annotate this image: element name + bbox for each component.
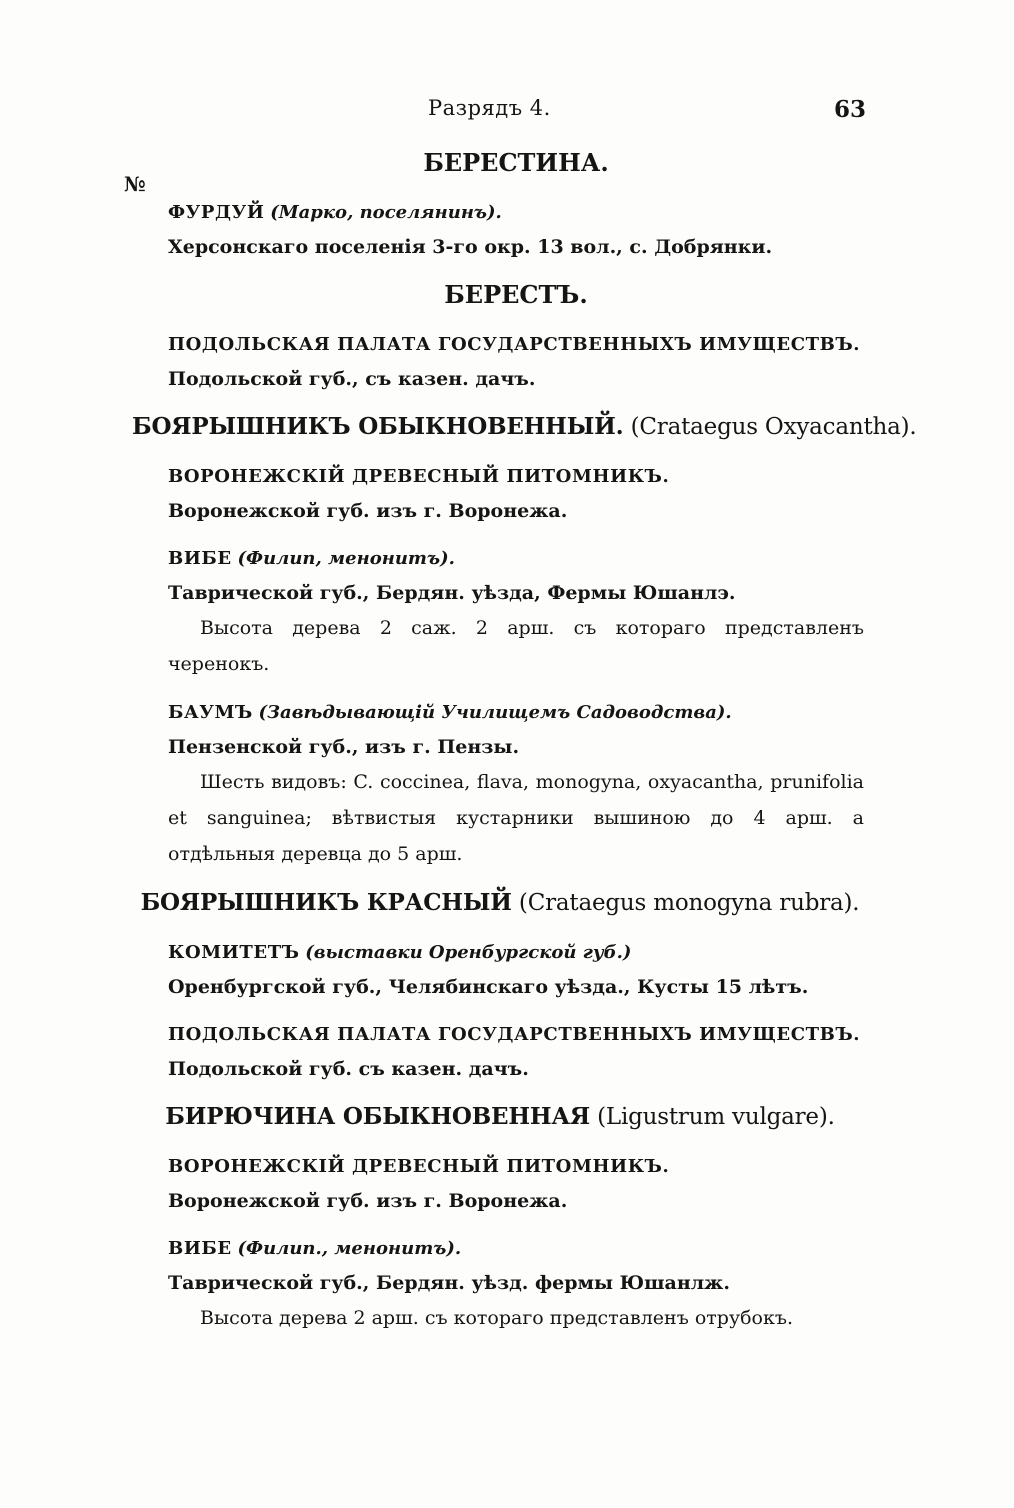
section-heading-latin: (Ligustrum vulgare).	[597, 1104, 835, 1130]
section-heading: БЕРЕСТЪ.	[444, 280, 588, 309]
exhibitor-name-line	[168, 196, 864, 230]
section-heading	[132, 886, 868, 920]
exhibitor-name: БАУМЪ	[168, 702, 253, 723]
exhibitor-entry	[168, 936, 864, 1004]
exhibitor-name-line	[168, 936, 864, 970]
exhibitor-name-line	[168, 1018, 864, 1052]
exhibitor-location: Пензенской губ., изъ г. Пензы.	[168, 736, 520, 758]
exhibitor-name-line	[168, 1232, 864, 1266]
exhibitor-location: Таврической губ., Бердян. уѣзда, Фермы Юшанлэ.	[168, 582, 736, 604]
exhibitor-name: ПОДОЛЬСКАЯ ПАЛАТА ГОСУДАРСТВЕННЫХЪ ИМУЩЕСТВЪ.	[168, 1024, 861, 1045]
exhibitor-location: Подольской губ., съ казен. дачъ.	[168, 368, 536, 390]
exhibitor-location: Оренбургской губ., Челябинскаго уѣзда., Кусты 15 лѣтъ.	[168, 976, 809, 998]
exhibitor-entry	[168, 1018, 864, 1086]
exhibitor-title: (Марко, поселянинъ).	[270, 202, 502, 223]
running-header-section: Разрядъ 4.	[428, 96, 551, 120]
exhibitor-name: ПОДОЛЬСКАЯ ПАЛАТА ГОСУДАРСТВЕННЫХЪ ИМУЩЕСТВЪ.	[168, 334, 861, 355]
exhibitor-location: Подольской губ. съ казен. дачъ.	[168, 1058, 529, 1080]
exhibitor-entry	[168, 542, 864, 682]
section-heading	[132, 1100, 868, 1134]
exhibitor-entry	[168, 196, 864, 264]
exhibitor-name-line	[168, 696, 864, 730]
section-heading	[132, 410, 917, 444]
exhibitor-name-line	[168, 328, 864, 362]
section-heading-title: БОЯРЫШНИКЪ КРАСНЫЙ	[140, 889, 512, 916]
exhibitor-location: Херсонскаго поселенія 3-го окр. 13 вол., с. Добрянки.	[168, 236, 773, 258]
exhibitor-name-line	[168, 1150, 864, 1184]
exhibitor-title: (выставки Оренбургской губ.)	[305, 942, 632, 963]
exhibitor-entry	[168, 1232, 864, 1336]
exhibit-note: Высота дерева 2 арш. съ котораго представленъ отрубокъ.	[200, 1307, 793, 1329]
page-number: 63	[834, 96, 867, 123]
exhibitor-name: ВИБЕ	[168, 548, 232, 569]
exhibitor-entry	[168, 696, 864, 872]
number-column-mark: №	[124, 172, 146, 196]
exhibitor-name: ВОРОНЕЖСКІЙ ДРЕВЕСНЫЙ ПИТОМНИКЪ.	[168, 1156, 670, 1177]
section-heading: БЕРЕСТИНА.	[423, 148, 609, 177]
exhibitor-name-line	[168, 460, 864, 494]
exhibitor-entry	[168, 328, 864, 396]
section-heading-latin: (Crataegus Oxyacantha).	[630, 414, 917, 440]
exhibitor-entry	[168, 460, 864, 528]
exhibitor-name-line	[168, 542, 864, 576]
exhibitor-location: Воронежской губ. изъ г. Воронежа.	[168, 500, 568, 522]
exhibitor-name: ФУРДУЙ	[168, 202, 265, 223]
section-heading-latin: (Crataegus monogyna rubra).	[518, 890, 860, 916]
exhibit-note: Высота дерева 2 саж. 2 арш. съ котораго представленъ черенокъ.	[168, 617, 864, 675]
exhibitor-name: КОМИТЕТЪ	[168, 942, 300, 963]
exhibitor-name: ВОРОНЕЖСКІЙ ДРЕВЕСНЫЙ ПИТОМНИКЪ.	[168, 466, 670, 487]
exhibitor-entry	[168, 1150, 864, 1218]
exhibitor-location: Таврической губ., Бердян. уѣзд. фермы Юшанлж.	[168, 1272, 730, 1294]
exhibitor-title: (Завѣдывающій Училищемъ Садоводства).	[258, 702, 732, 723]
exhibitor-title: (Филип., менонитъ).	[237, 1238, 462, 1259]
exhibitor-title: (Филип, менонитъ).	[237, 548, 455, 569]
page-content	[132, 140, 917, 1350]
section-heading-title: БОЯРЫШНИКЪ ОБЫКНОВЕННЫЙ.	[132, 413, 624, 440]
section-heading-title: БИРЮЧИНА ОБЫКНОВЕННАЯ	[165, 1103, 590, 1130]
exhibit-note: Шесть видовъ: C. coccinea, flava, monogyna, oxyacantha, prunifolia et sanguinea; вѣтвистыя кустарники вышиною до 4 арш. а отдѣльныя деревца до 5 арш.	[168, 771, 864, 865]
exhibitor-location: Воронежской губ. изъ г. Воронежа.	[168, 1190, 568, 1212]
exhibitor-name: ВИБЕ	[168, 1238, 232, 1259]
